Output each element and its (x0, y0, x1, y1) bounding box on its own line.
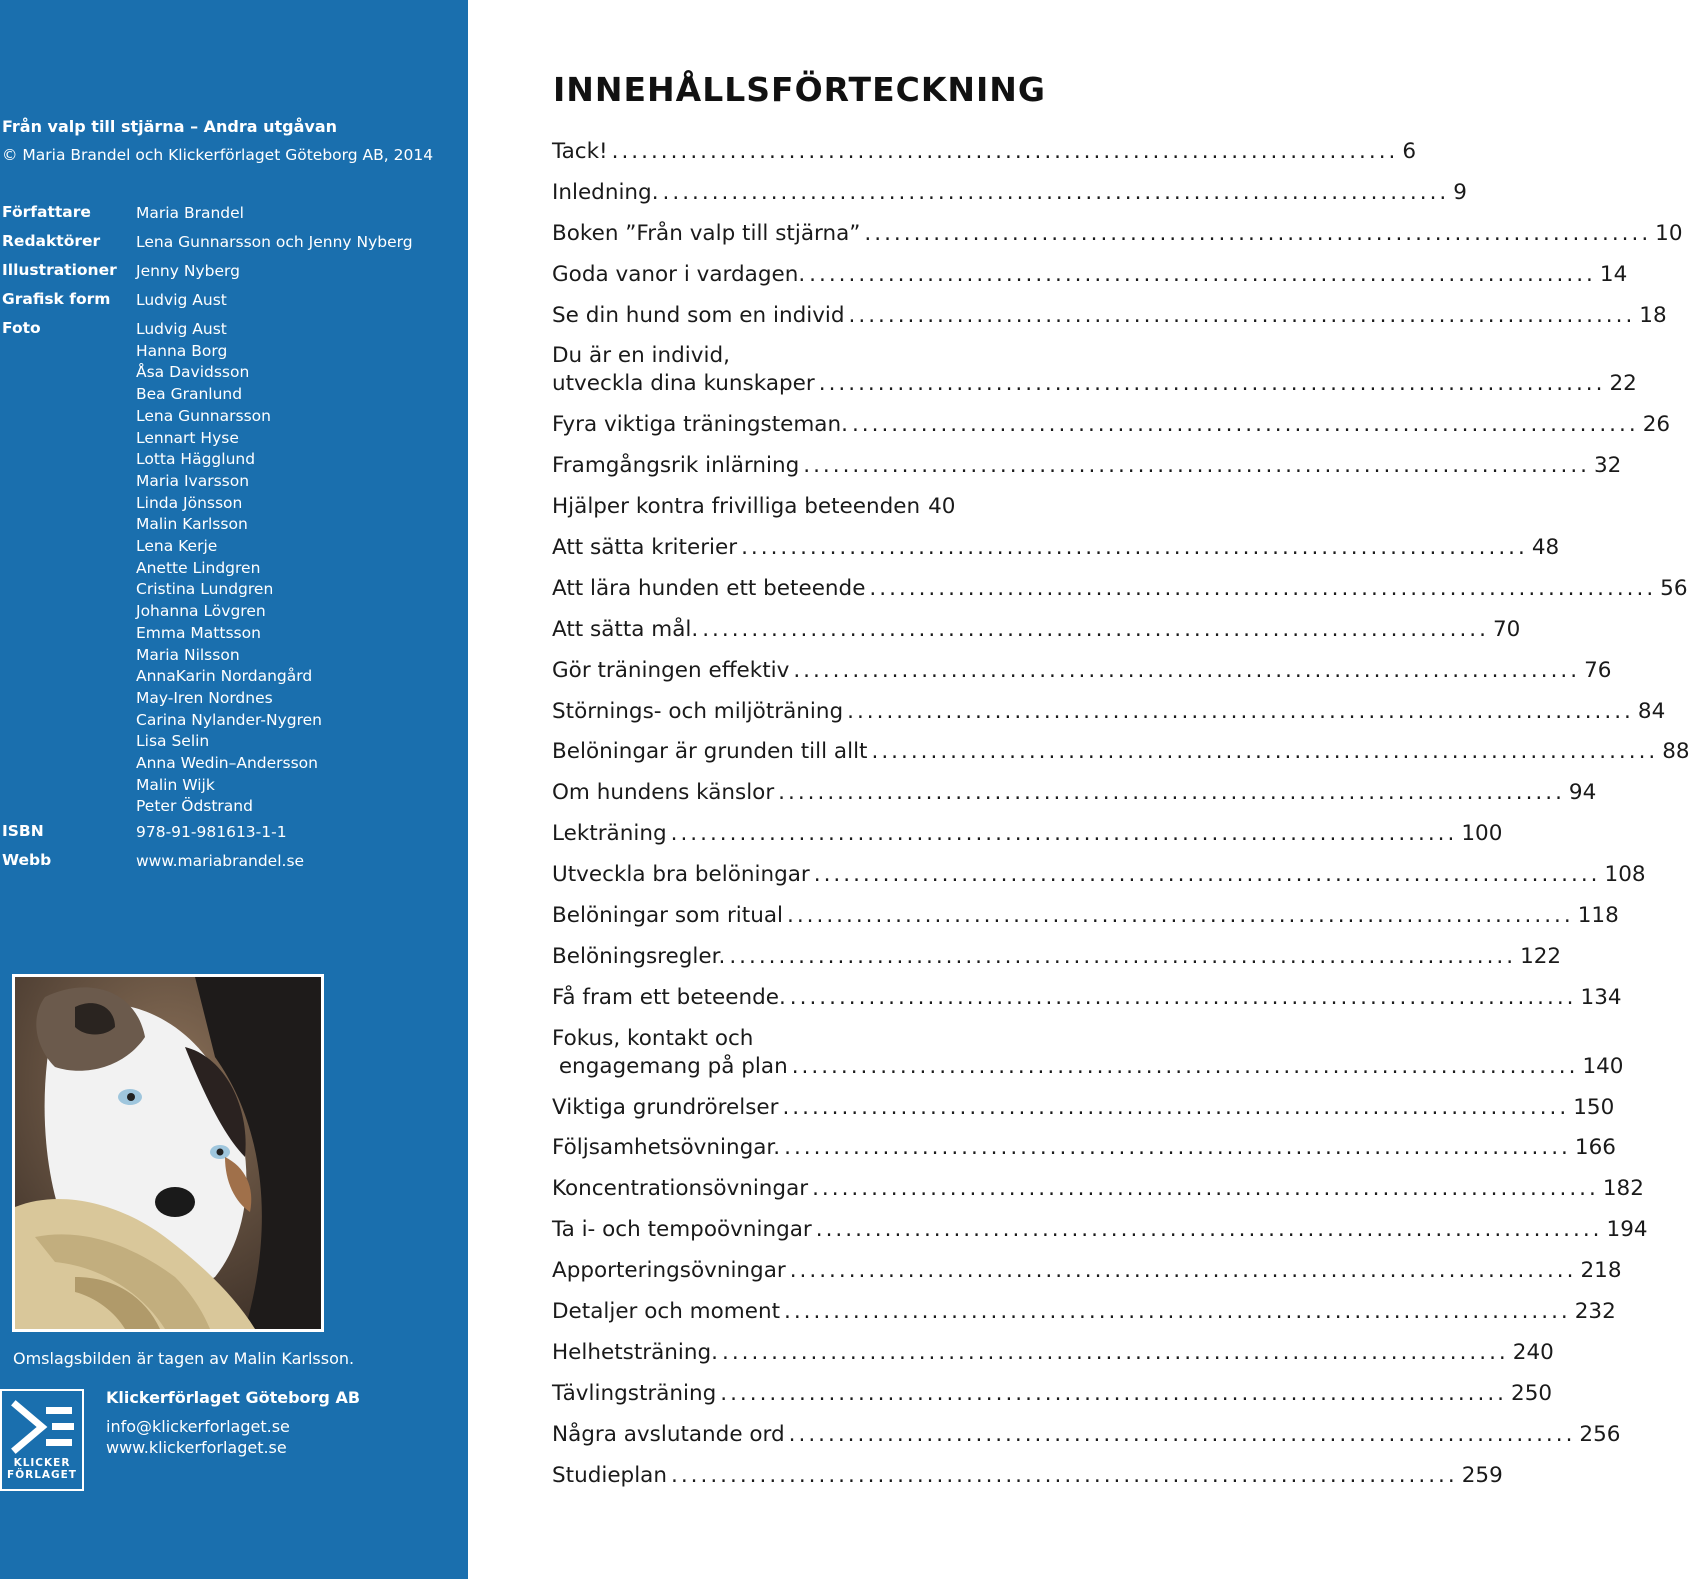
toc-leader-dots: ................................................................................ (611, 139, 1399, 164)
toc-page-number: 10 (1655, 220, 1683, 246)
credit-value: Anette Lindgren (136, 558, 261, 577)
book-title: Från valp till stjärna – Andra utgåvan (2, 117, 338, 136)
publisher-web[interactable]: www.klickerforlaget.se (106, 1438, 287, 1457)
toc-item[interactable] (552, 1339, 1554, 1367)
toc-page-number: 56 (1660, 575, 1688, 601)
publisher-logo (0, 1389, 84, 1491)
toc-leader-dots: ................................................................................ (729, 943, 1517, 969)
toc-entry (552, 1216, 1648, 1244)
toc-leader-dots: ................................................................................ (789, 1258, 1577, 1284)
toc-entry-title: Studieplan (552, 1462, 667, 1488)
toc-leader-dots: ................................................................................ (864, 220, 1652, 246)
toc-entry-title: Apporteringsövningar (552, 1258, 786, 1284)
toc-leader-dots: ................................................................................ (813, 862, 1601, 888)
toc-page-number: 256 (1579, 1421, 1621, 1447)
toc-entry-title: utveckla dina kunskaper (552, 371, 815, 397)
toc-item[interactable] (552, 616, 1521, 644)
toc-item[interactable] (552, 179, 1467, 207)
credit-row (0, 232, 413, 254)
credit-value: Lennart Hyse (136, 428, 239, 447)
toc-leader-dots: ................................................................................ (788, 1421, 1576, 1447)
toc-leader-dots: ................................................................................ (786, 903, 1574, 929)
toc-entry (552, 861, 1646, 889)
toc-item[interactable] (552, 1094, 1615, 1122)
credit-row (0, 203, 244, 225)
toc-leader-dots: ................................................................................ (848, 302, 1636, 328)
toc-page-number: 94 (1568, 780, 1597, 806)
toc-page-number: 259 (1461, 1462, 1503, 1488)
toc-entry-line1: Du är en individ, (552, 343, 730, 369)
toc-leader-dots: ................................................................................ (702, 616, 1489, 642)
toc-page-number: 6 (1402, 139, 1417, 164)
toc-leader-dots: ................................................................................ (662, 179, 1450, 205)
toc-leader-dots: ................................................................................ (784, 1299, 1571, 1325)
toc-entry-title: Ta i- och tempoövningar (552, 1217, 812, 1243)
toc-page-number: 32 (1594, 453, 1622, 479)
credit-value: Lena Gunnarsson (136, 406, 271, 425)
cover-photo (12, 974, 324, 1332)
logo-text-line1: KLICKER (13, 1457, 71, 1469)
toc-item[interactable] (552, 1421, 1621, 1449)
toc-entry-title: Se din hund som en individ (552, 302, 845, 328)
credit-row (0, 319, 322, 818)
toc-item[interactable] (552, 452, 1622, 480)
toc-entry-title: Helhetsträning. (552, 1339, 719, 1365)
toc-entry-title: Störnings- och miljöträning (552, 698, 844, 724)
klicker-logo-icon (2, 1391, 82, 1457)
toc-item[interactable] (552, 575, 1688, 603)
toc-item[interactable] (552, 1298, 1616, 1326)
toc-entry-title: Följsamhetsövningar. (552, 1135, 781, 1161)
toc-page-number: 166 (1574, 1135, 1616, 1161)
toc-item[interactable] (552, 261, 1628, 289)
toc-item[interactable] (552, 342, 1637, 398)
credit-value: Lisa Selin (136, 732, 210, 751)
toc-entry (552, 179, 1467, 207)
toc-entry (552, 575, 1688, 603)
toc-page-number: 150 (1573, 1094, 1615, 1120)
credit-value: Maria Ivarsson (136, 471, 250, 490)
credit-value: Maria Brandel (136, 204, 244, 222)
credit-label: Foto (2, 319, 41, 337)
toc-page-number: 250 (1511, 1380, 1553, 1406)
toc-item[interactable] (552, 138, 1417, 166)
toc-item[interactable] (552, 698, 1666, 726)
logo-text-line2: FÖRLAGET (7, 1469, 77, 1481)
toc-entry-line1: Fokus, kontakt och (552, 1025, 754, 1051)
credit-row (0, 851, 304, 873)
toc-leader-dots: ................................................................................ (722, 1339, 1509, 1365)
toc-item[interactable] (552, 1216, 1648, 1244)
toc-entry (552, 411, 1671, 439)
credit-value: Linda Jönsson (136, 493, 243, 512)
toc-entry-title: Belöningar är grunden till allt (552, 739, 868, 765)
toc-item[interactable] (552, 220, 1683, 248)
toc-entry-title: Tävlingsträning (552, 1380, 717, 1406)
toc-entry (552, 1298, 1616, 1326)
toc-item[interactable] (552, 657, 1612, 685)
photo-caption: Omslagsbilden är tagen av Malin Karlsson. (13, 1349, 355, 1368)
toc-leader-dots: ................................................................................ (793, 657, 1581, 683)
credit-value: 978-91-981613-1-1 (136, 823, 287, 841)
credit-value: AnnaKarin Nordangård (136, 667, 313, 686)
toc-item[interactable] (552, 1025, 1624, 1081)
toc-item[interactable] (552, 861, 1646, 889)
credit-value: Ludvig Aust (136, 320, 227, 338)
toc-leader-dots: ................................................................................ (803, 453, 1590, 479)
toc-page-number: 194 (1606, 1217, 1648, 1243)
toc-entry-title: Om hundens känslor (552, 780, 775, 806)
toc-entry-title: Belöningsregler. (552, 943, 726, 969)
credit-row (0, 822, 287, 844)
credit-value: Hanna Borg (136, 341, 228, 360)
credit-value: Lena Kerje (136, 537, 218, 556)
toc-page-number: 122 (1520, 943, 1562, 969)
toc-entry (552, 452, 1622, 480)
toc-item[interactable] (552, 411, 1671, 439)
toc-leader-dots: ................................................................................ (847, 698, 1634, 724)
toc-item[interactable] (552, 534, 1560, 562)
toc-leader-dots: ................................................................................ (791, 1053, 1579, 1079)
toc-page-number: 134 (1580, 984, 1622, 1010)
toc-page-number: 108 (1604, 862, 1646, 888)
toc-entry-title: Goda vanor i vardagen. (552, 261, 806, 287)
toc-entry (552, 1421, 1621, 1449)
toc-item[interactable] (552, 1462, 1503, 1490)
toc-page-number: 76 (1584, 657, 1612, 683)
toc-page-number: 9 (1453, 179, 1467, 205)
publisher-name: Klickerförlaget Göteborg AB (106, 1388, 361, 1407)
credit-value: May-Iren Nordnes (136, 688, 273, 707)
credit-value: Bea Granlund (136, 385, 243, 404)
publisher-email[interactable]: info@klickerforlaget.se (106, 1417, 290, 1436)
toc-leader-dots: ................................................................................ (789, 984, 1577, 1010)
toc-entry (552, 1134, 1616, 1162)
toc-entry-title: Hjälper kontra frivilliga beteenden (552, 494, 921, 520)
toc-entry (552, 738, 1690, 766)
credit-value: Lotta Hägglund (136, 450, 256, 469)
credit-row (0, 290, 227, 312)
toc-entry (552, 534, 1560, 562)
toc-entry-title: Detaljer och moment (552, 1299, 780, 1325)
toc-leader-dots: ................................................................................ (809, 261, 1596, 287)
toc-entry-title: Framgångsrik inlärning (552, 453, 800, 479)
credit-label: Illustrationer (2, 261, 117, 279)
credit-value: Johanna Lövgren (136, 602, 266, 621)
credit-value: Anna Wedin–Andersson (136, 754, 318, 773)
toc-entry (552, 261, 1628, 289)
toc-page-number: 182 (1602, 1176, 1644, 1202)
copyright-line: © Maria Brandel och Klickerförlaget Göteborg AB, 2014 (2, 146, 434, 164)
toc-page-number: 118 (1577, 903, 1619, 929)
toc-page-number: 14 (1599, 261, 1628, 287)
toc-entry (552, 698, 1666, 726)
toc-page-number: 232 (1574, 1299, 1616, 1325)
toc-entry-title: Inledning. (552, 179, 659, 205)
credit-value: Malin Karlsson (136, 515, 248, 534)
toc-page-number: 84 (1637, 698, 1666, 724)
toc-leader-dots: ................................................................................ (869, 575, 1657, 601)
credit-value: Carina Nylander-Nygren (136, 710, 322, 729)
toc-entry (552, 138, 1417, 166)
toc-page-number: 22 (1609, 371, 1637, 397)
toc-item[interactable] (552, 779, 1597, 807)
toc-entry-title: Några avslutande ord (552, 1421, 785, 1447)
toc-entry (552, 1339, 1554, 1367)
credit-value: Maria Nilsson (136, 645, 240, 664)
toc-entry-title: Boken ”Från valp till stjärna” (552, 220, 861, 246)
toc-leader-dots: ................................................................................ (670, 821, 1458, 847)
toc-leader-dots: ................................................................................ (782, 1094, 1570, 1120)
credit-label: Webb (2, 851, 52, 869)
toc-entry-title: Koncentrationsövningar (552, 1176, 809, 1202)
toc-entry (552, 1094, 1615, 1122)
credit-value: Jenny Nyberg (136, 262, 240, 280)
toc-leader-dots: ................................................................................ (720, 1380, 1508, 1406)
credit-value: Peter Ödstrand (136, 797, 253, 816)
toc-entry (552, 1175, 1644, 1203)
toc-page-number: 100 (1461, 821, 1503, 847)
toc-item[interactable] (552, 1175, 1644, 1203)
credit-row (0, 261, 240, 283)
toc-leader-dots: ................................................................................ (741, 535, 1528, 561)
toc-entry (552, 220, 1683, 248)
toc-entry (552, 943, 1562, 971)
toc-page-number: 88 (1662, 739, 1690, 765)
toc-leader-dots: ................................................................................ (871, 739, 1659, 765)
table-of-contents (552, 138, 1690, 1503)
toc-page-number: 40 (928, 494, 956, 520)
toc-entry-title: Få fram ett beteende. (552, 984, 786, 1010)
toc-entry (552, 902, 1619, 930)
toc-entry (552, 1053, 1624, 1081)
toc-entry (552, 1462, 1503, 1490)
toc-entry (552, 820, 1503, 848)
toc-item[interactable] (552, 943, 1562, 971)
toc-item[interactable] (552, 902, 1619, 930)
credit-value: Åsa Davidsson (136, 363, 250, 382)
toc-entry-title: Belöningar som ritual (552, 903, 783, 929)
toc-entry (552, 1380, 1553, 1408)
credit-value: Ludvig Aust (136, 291, 227, 309)
toc-entry-title: Gör träningen effektiv (552, 657, 790, 683)
toc-item[interactable] (552, 1257, 1622, 1285)
toc-entry (552, 493, 954, 521)
toc-page-number: 48 (1531, 535, 1560, 561)
credit-label: Författare (2, 203, 91, 221)
colophon-panel (0, 0, 468, 1579)
toc-entry (552, 302, 1667, 330)
toc-leader-dots: ................................................................................ (784, 1135, 1571, 1161)
toc-page-number: 18 (1639, 302, 1667, 328)
toc-leader-dots: ................................................................................ (778, 780, 1565, 806)
toc-title: INNEHÅLLSFÖRTECKNING (553, 70, 1047, 109)
toc-leader-dots: ................................................................................ (812, 1176, 1599, 1202)
toc-entry (552, 1257, 1622, 1285)
credit-value[interactable]: www.mariabrandel.se (136, 852, 305, 870)
toc-page-number: 70 (1492, 616, 1521, 642)
toc-page-number: 140 (1582, 1053, 1624, 1079)
toc-entry-title: Fyra viktiga träningsteman. (552, 412, 848, 438)
toc-leader-dots: ................................................................................ (818, 371, 1606, 397)
toc-entry (552, 657, 1612, 685)
toc-entry (552, 616, 1521, 644)
toc-entry-title: Att sätta mål. (552, 616, 699, 642)
toc-entry (552, 370, 1637, 398)
toc-page-number: 218 (1580, 1258, 1622, 1284)
credit-value: Malin Wijk (136, 775, 215, 794)
toc-item[interactable] (552, 820, 1503, 848)
toc-leader-dots: ................................................................................ (670, 1462, 1458, 1488)
credit-label: ISBN (2, 822, 44, 840)
credit-label: Grafisk form (2, 290, 111, 308)
toc-item[interactable] (552, 302, 1667, 330)
puppy-image (15, 977, 321, 1329)
credit-label: Redaktörer (2, 232, 101, 250)
toc-item[interactable] (552, 738, 1690, 766)
toc-entry-title: Viktiga grundrörelser (552, 1094, 779, 1120)
credit-value: Emma Mattsson (136, 623, 261, 642)
credit-value: Lena Gunnarsson och Jenny Nyberg (136, 233, 413, 251)
toc-item[interactable] (552, 493, 954, 521)
toc-item[interactable] (552, 1134, 1616, 1162)
toc-entry-title: engagemang på plan (552, 1053, 788, 1079)
toc-entry-title: Att lära hunden ett beteende (552, 575, 866, 601)
toc-entry-title: Utveckla bra belöningar (552, 862, 810, 888)
toc-leader-dots: ................................................................................ (815, 1217, 1603, 1243)
toc-entry (552, 779, 1597, 807)
toc-entry-title: Tack! (552, 139, 608, 164)
toc-entry (552, 984, 1622, 1012)
toc-entry-title: Lekträning (552, 821, 667, 847)
toc-page-number: 240 (1512, 1339, 1554, 1365)
toc-entry-title: Att sätta kriterier (552, 535, 738, 561)
toc-item[interactable] (552, 984, 1622, 1012)
toc-page-number: 26 (1642, 412, 1671, 438)
toc-item[interactable] (552, 1380, 1553, 1408)
toc-leader-dots: ................................................................................ (851, 412, 1639, 438)
credit-value: Cristina Lundgren (136, 580, 274, 599)
